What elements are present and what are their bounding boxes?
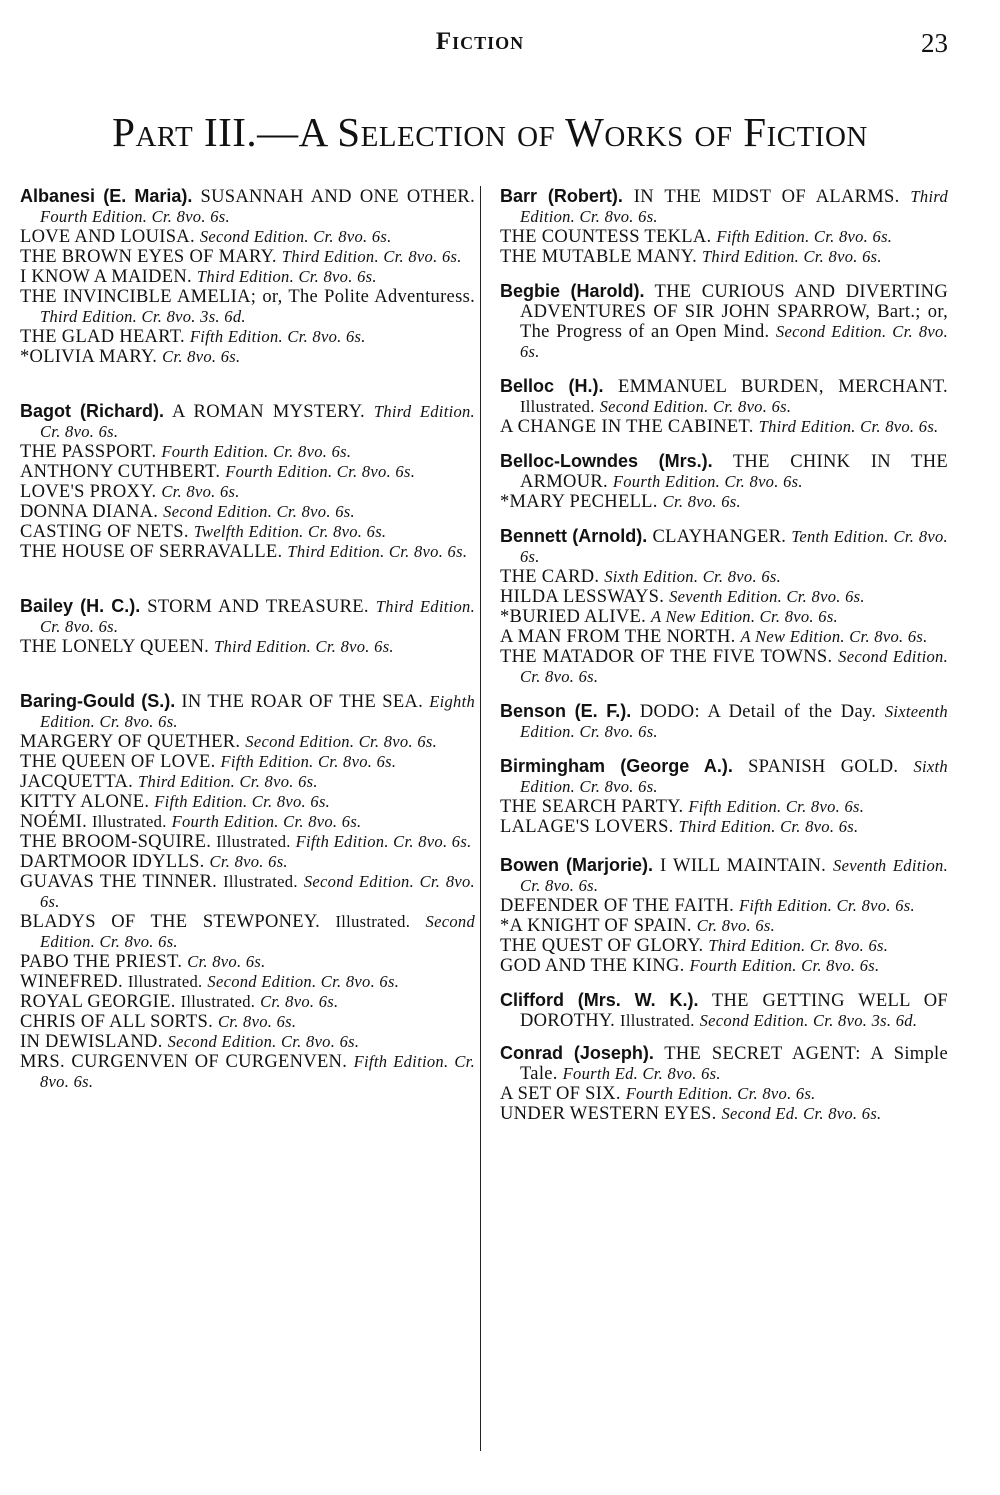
book-title: ROYAL GEORGIE. <box>20 992 176 1012</box>
edition-details: Second Edition. Cr. 8vo. 6s. <box>599 397 792 416</box>
edition-details: Second Edition. Cr. 8vo. 6s. <box>520 647 948 686</box>
author-name: Clifford (Mrs. W. K.). <box>500 990 699 1010</box>
illustrated-note: Illustrated. <box>620 1011 695 1030</box>
book-title: UNDER WESTERN EYES. <box>500 1104 717 1124</box>
book-title: MRS. CURGENVEN OF CURGENVEN. <box>20 1052 348 1072</box>
edition-details: Cr. 8vo. 6s. <box>260 992 339 1011</box>
edition-details: Third Edition. Cr. 8vo. 6s. <box>758 417 939 436</box>
book-entry <box>20 287 475 327</box>
author-group-belloc-lowndes-mrs <box>500 451 948 512</box>
book-title: THE QUEEN OF LOVE. <box>20 752 216 772</box>
edition-details: Fifth Edition. Cr. 8vo. 6s. <box>154 792 331 811</box>
edition-details: Fifth Edition. Cr. 8vo. 6s. <box>40 1052 475 1091</box>
book-entry <box>500 526 948 567</box>
right-column <box>500 186 948 1124</box>
book-entry <box>20 972 475 992</box>
book-entry <box>500 756 948 797</box>
book-title: IN THE MIDST OF ALARMS. <box>633 187 900 207</box>
book-entry <box>500 376 948 417</box>
book-title: THE PASSPORT. <box>20 442 157 462</box>
book-title: DONNA DIANA. <box>20 502 159 522</box>
author-group-birmingham-george-a <box>500 756 948 837</box>
author-group-bowen-marjorie <box>500 855 948 976</box>
edition-details: Third Edition. Cr. 8vo. 6s. <box>196 267 377 286</box>
book-title: THE COUNTESS TEKLA. <box>500 227 712 247</box>
book-title: A ROMAN MYSTERY. <box>171 402 365 422</box>
author-name: Belloc (H.). <box>500 376 604 396</box>
edition-details: Cr. 8vo. 6s. <box>209 852 288 871</box>
book-entry <box>20 1032 475 1052</box>
book-entry <box>500 956 948 976</box>
book-title: GOD AND THE KING. <box>500 956 685 976</box>
edition-details: Fourth Edition. Cr. 8vo. 6s. <box>612 472 803 491</box>
book-entry <box>20 872 475 912</box>
book-title: LALAGE'S LOVERS. <box>500 817 674 837</box>
edition-details: Second Edition. Cr. 8vo. 6s. <box>520 322 949 361</box>
edition-details: Second Edition. Cr. 8vo. 3s. 6d. <box>699 1011 918 1030</box>
book-title: THE CARD. <box>500 567 600 587</box>
book-entry <box>500 247 948 267</box>
book-entry <box>500 451 948 492</box>
edition-details: Eighth Edition. Cr. 8vo. 6s. <box>40 692 476 731</box>
author-group-barr-robert <box>500 186 948 267</box>
book-entry <box>20 462 475 482</box>
author-name: Belloc-Lowndes (Mrs.). <box>500 451 713 471</box>
column-divider <box>480 186 481 1451</box>
book-title: HILDA LESSWAYS. <box>500 587 665 607</box>
book-entry <box>20 812 475 832</box>
author-group-belloc-h <box>500 376 948 437</box>
book-entry <box>20 442 475 462</box>
book-title: NOÉMI. <box>20 812 88 832</box>
author-name: Bennett (Arnold). <box>500 526 648 546</box>
part-title: Part III.—A Selection of Works of Fiction <box>112 109 868 155</box>
book-entry <box>500 896 948 916</box>
edition-details: Sixth Edition. Cr. 8vo. 6s. <box>604 567 782 586</box>
author-name: Bagot (Richard). <box>20 401 165 421</box>
book-title: STORM AND TREASURE. <box>147 597 369 617</box>
edition-details: Sixth Edition. Cr. 8vo. 6s. <box>520 757 948 796</box>
author-group-bennett-arnold <box>500 526 948 687</box>
book-entry <box>500 817 948 837</box>
edition-details: A New Edition. Cr. 8vo. 6s. <box>650 607 838 626</box>
book-entry <box>500 1084 948 1104</box>
book-entry <box>500 587 948 607</box>
book-entry <box>500 647 948 687</box>
book-title: THE GETTING WELL OF DOROTHY. <box>520 991 949 1031</box>
edition-details: Third Edition. Cr. 8vo. 6s. <box>701 247 882 266</box>
book-entry <box>500 990 948 1031</box>
edition-details: Fourth Edition. Cr. 8vo. 6s. <box>225 462 416 481</box>
edition-details: Cr. 8vo. 6s. <box>696 916 776 935</box>
book-entry <box>500 607 948 627</box>
book-entry <box>20 227 475 247</box>
edition-details: Fifth Edition. Cr. 8vo. 6s. <box>716 227 893 246</box>
running-title: Fiction <box>435 28 525 55</box>
book-title: THE CURIOUS AND DIVERTING ADVENTURES OF SIR JOHN SPARROW, Bart.; or, The Progress of an Open Mind. <box>520 282 948 342</box>
book-title: MARGERY OF QUETHER. <box>20 732 241 752</box>
book-title: ANTHONY CUTHBERT. <box>20 462 221 482</box>
book-title: KITTY ALONE. <box>20 792 150 812</box>
book-entry <box>500 567 948 587</box>
book-entry <box>500 701 948 742</box>
book-title: *BURIED ALIVE. <box>500 607 647 627</box>
book-title: JACQUETTA. <box>20 772 134 792</box>
edition-details: Second Edition. Cr. 8vo. 6s. <box>163 502 355 521</box>
author-group-conrad-joseph <box>500 1043 948 1124</box>
book-entry <box>20 912 475 952</box>
author-name: Birmingham (George A.). <box>500 756 733 776</box>
page-number: 23 <box>921 28 948 58</box>
author-name: Begbie (Harold). <box>500 281 645 301</box>
edition-details: Third Edition. Cr. 8vo. 6s. <box>520 187 948 226</box>
book-title: THE BROOM-SQUIRE. <box>20 832 212 852</box>
edition-details: Fourth Edition. Cr. 8vo. 6s. <box>161 442 352 461</box>
book-entry <box>500 227 948 247</box>
book-entry <box>20 267 475 287</box>
edition-details: Fourth Ed. Cr. 8vo. 6s. <box>562 1064 721 1083</box>
illustrated-note: Illustrated. <box>335 912 411 931</box>
edition-details: Fifth Edition. Cr. 8vo. 6s. <box>220 752 397 771</box>
book-entry <box>500 417 948 437</box>
book-title: WINEFRED. <box>20 972 123 992</box>
edition-details: Sixteenth Edition. Cr. 8vo. 6s. <box>520 702 948 741</box>
book-title: THE GLAD HEART. <box>20 327 185 347</box>
book-title: LOVE AND LOUISA. <box>20 227 195 247</box>
book-entry <box>500 1043 948 1084</box>
book-entry <box>500 281 948 362</box>
book-entry <box>500 186 948 227</box>
book-title: THE QUEST OF GLORY. <box>500 936 704 956</box>
author-name: Benson (E. F.). <box>500 701 632 721</box>
book-title: THE MATADOR OF THE FIVE TOWNS. <box>500 647 833 667</box>
illustrated-note: Illustrated. <box>92 812 167 831</box>
book-entry <box>20 401 475 442</box>
book-entry <box>20 691 475 732</box>
book-entry <box>500 936 948 956</box>
author-name: Bailey (H. C.). <box>20 596 141 616</box>
author-name: Bowen (Marjorie). <box>500 855 654 875</box>
book-title: *A KNIGHT OF SPAIN. <box>500 916 692 936</box>
book-entry <box>20 732 475 752</box>
edition-details: Fifth Edition. Cr. 8vo. 6s. <box>688 797 865 816</box>
edition-details: Second Edition. Cr. 8vo. 6s. <box>40 912 475 951</box>
book-title: DODO: A Detail of the Day. <box>639 702 877 722</box>
illustrated-note: Illustrated. <box>180 992 256 1011</box>
edition-details: Cr. 8vo. 6s. <box>662 492 741 511</box>
edition-details: Third Edition. Cr. 8vo. 6s. <box>708 936 889 955</box>
book-title: THE CHINK IN THE ARMOUR. <box>520 452 949 492</box>
book-entry <box>20 502 475 522</box>
edition-details: A New Edition. Cr. 8vo. 6s. <box>740 627 928 646</box>
book-title: LOVE'S PROXY. <box>20 482 157 502</box>
book-title: THE LONELY QUEEN. <box>20 637 210 657</box>
edition-details: Fifth Edition. Cr. 8vo. 6s. <box>295 832 472 851</box>
book-title: THE HOUSE OF SERRAVALLE. <box>20 542 283 562</box>
book-entry <box>500 916 948 936</box>
book-title: THE MUTABLE MANY. <box>500 247 698 267</box>
author-group-albanesi-e-maria <box>20 186 475 367</box>
book-title: CLAYHANGER. <box>652 527 787 547</box>
author-group-begbie-harold <box>500 281 948 362</box>
book-entry <box>20 482 475 502</box>
author-group-benson-e-f <box>500 701 948 742</box>
edition-details: Third Edition. Cr. 8vo. 6s. <box>40 597 475 636</box>
book-entry <box>20 852 475 872</box>
edition-details: Cr. 8vo. 6s. <box>218 1012 297 1031</box>
illustrated-note: Illustrated. <box>520 397 595 416</box>
edition-details: Fifth Edition. Cr. 8vo. 6s. <box>739 896 915 915</box>
book-entry <box>20 772 475 792</box>
book-entry <box>500 627 948 647</box>
book-title: I WILL MAINTAIN. <box>659 856 827 876</box>
book-title: BLADYS OF THE STEWPONEY. <box>20 912 321 932</box>
book-entry <box>20 596 475 637</box>
book-entry <box>500 1104 948 1124</box>
book-title: EMMANUEL BURDEN, MERCHANT. <box>617 377 948 397</box>
book-entry <box>20 832 475 852</box>
book-title: I KNOW A MAIDEN. <box>20 267 192 287</box>
book-entry <box>20 1012 475 1032</box>
edition-details: Cr. 8vo. 6s. <box>162 347 241 366</box>
book-title: A MAN FROM THE NORTH. <box>500 627 736 647</box>
book-title: THE INVINCIBLE AMELIA; or, The Polite Adventuress. <box>20 287 475 307</box>
running-head <box>0 28 1000 62</box>
book-title: *OLIVIA MARY. <box>20 347 158 367</box>
book-title: GUAVAS THE TINNER. <box>20 872 218 892</box>
edition-details: Cr. 8vo. 6s. <box>187 952 266 971</box>
author-name: Albanesi (E. Maria). <box>20 186 193 206</box>
edition-details: Third Edition. Cr. 8vo. 6s. <box>281 247 462 266</box>
edition-details: Seventh Edition. Cr. 8vo. 6s. <box>520 856 948 895</box>
edition-details: Third Edition. Cr. 8vo. 6s. <box>214 637 394 656</box>
edition-details: Second Edition. Cr. 8vo. 6s. <box>207 972 400 991</box>
book-title: A CHANGE IN THE CABINET. <box>500 417 754 437</box>
book-entry <box>500 492 948 512</box>
book-title: A SET OF SIX. <box>500 1084 621 1104</box>
book-entry <box>20 992 475 1012</box>
edition-details: Seventh Edition. Cr. 8vo. 6s. <box>669 587 865 606</box>
edition-details: Cr. 8vo. 6s. <box>161 482 240 501</box>
edition-details: Second Ed. Cr. 8vo. 6s. <box>721 1104 882 1123</box>
book-title: CASTING OF NETS. <box>20 522 189 542</box>
book-entry <box>20 1052 475 1092</box>
book-title: CHRIS OF ALL SORTS. <box>20 1012 214 1032</box>
author-name: Baring-Gould (S.). <box>20 691 176 711</box>
author-name: Barr (Robert). <box>500 186 623 206</box>
edition-details: Twelfth Edition. Cr. 8vo. 6s. <box>193 522 387 541</box>
left-column <box>20 186 475 1092</box>
edition-details: Second Edition. Cr. 8vo. 6s. <box>167 1032 360 1051</box>
illustrated-note: Illustrated. <box>127 972 203 991</box>
book-entry <box>20 637 475 657</box>
author-name: Conrad (Joseph). <box>500 1043 654 1063</box>
book-entry <box>20 522 475 542</box>
book-title: DEFENDER OF THE FAITH. <box>500 896 735 916</box>
book-title: PABO THE PRIEST. <box>20 952 183 972</box>
book-entry <box>20 247 475 267</box>
book-entry <box>20 186 475 227</box>
author-group-clifford-mrs-w-k <box>500 990 948 1031</box>
illustrated-note: Illustrated. <box>216 832 291 851</box>
edition-details: Second Edition. Cr. 8vo. 6s. <box>245 732 438 751</box>
edition-details: Second Edition. Cr. 8vo. 6s. <box>199 227 392 246</box>
edition-details: Fourth Edition. Cr. 8vo. 6s. <box>40 207 230 226</box>
book-title: SPANISH GOLD. <box>748 757 899 777</box>
book-title: IN DEWISLAND. <box>20 1032 163 1052</box>
edition-details: Third Edition. Cr. 8vo. 6s. <box>137 772 318 791</box>
book-entry <box>500 855 948 896</box>
book-title: *MARY PECHELL. <box>500 492 658 512</box>
book-entry <box>20 752 475 772</box>
author-group-bagot-richard <box>20 401 475 562</box>
book-title: IN THE ROAR OF THE SEA. <box>181 692 424 712</box>
edition-details: Third Edition. Cr. 8vo. 6s. <box>678 817 859 836</box>
book-title: SUSANNAH AND ONE OTHER. <box>200 187 475 207</box>
book-title: THE BROWN EYES OF MARY. <box>20 247 277 267</box>
book-entry <box>20 327 475 347</box>
edition-details: Fourth Edition. Cr. 8vo. 6s. <box>625 1084 816 1103</box>
book-entry <box>500 797 948 817</box>
edition-details: Fourth Edition. Cr. 8vo. 6s. <box>171 812 362 831</box>
edition-details: Third Edition. Cr. 8vo. 6s. <box>287 542 468 561</box>
book-entry <box>20 347 475 367</box>
author-group-bailey-h-c <box>20 596 475 657</box>
book-title: THE SECRET AGENT: A Simple Tale. <box>520 1044 948 1084</box>
edition-details: Tenth Edition. Cr. 8vo. 6s. <box>520 527 948 566</box>
book-entry <box>20 542 475 562</box>
illustrated-note: Illustrated. <box>223 872 298 891</box>
edition-details: Fifth Edition. Cr. 8vo. 6s. <box>189 327 366 346</box>
edition-details: Third Edition. Cr. 8vo. 3s. 6d. <box>40 307 246 326</box>
edition-details: Fourth Edition. Cr. 8vo. 6s. <box>689 956 880 975</box>
book-title: THE SEARCH PARTY. <box>500 797 684 817</box>
book-title: DARTMOOR IDYLLS. <box>20 852 205 872</box>
author-group-baring-gould-s <box>20 691 475 1092</box>
edition-details: Second Edition. Cr. 8vo. 6s. <box>40 872 475 911</box>
edition-details: Third Edition. Cr. 8vo. 6s. <box>40 402 475 441</box>
book-entry <box>20 952 475 972</box>
book-entry <box>20 792 475 812</box>
